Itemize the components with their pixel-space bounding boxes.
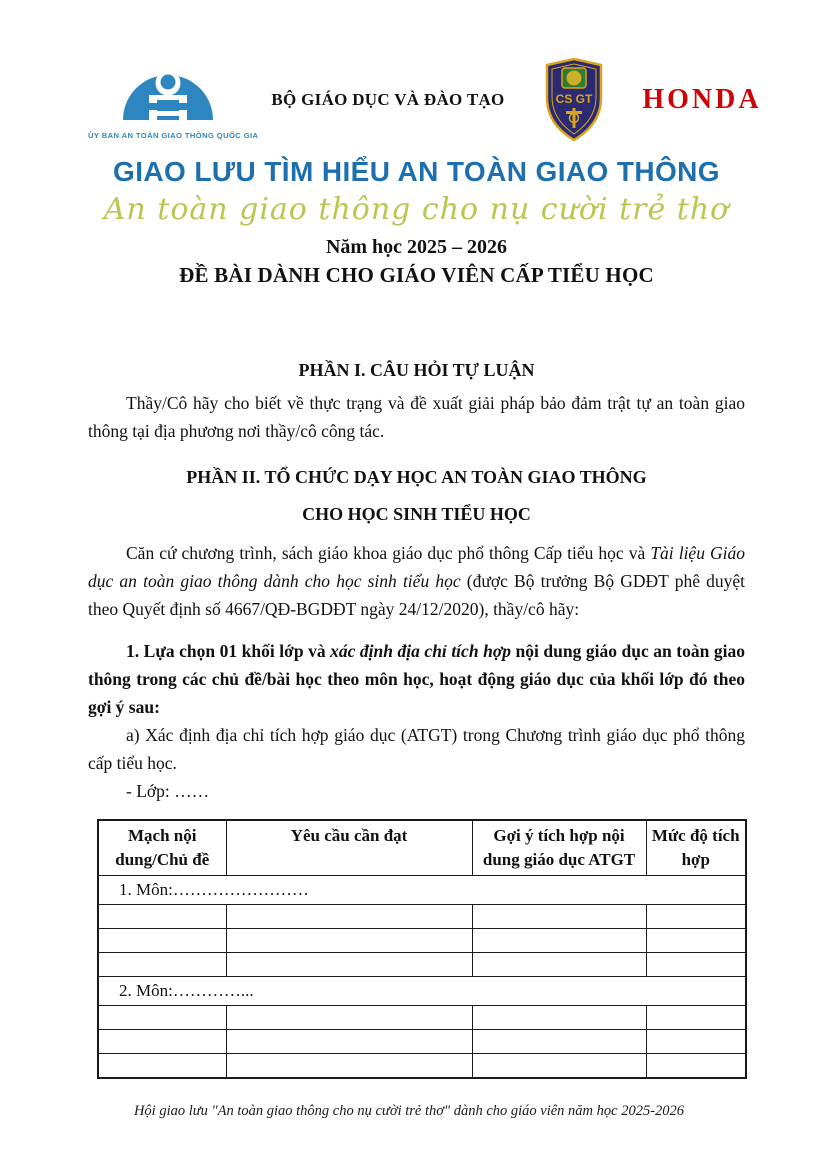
exam-subject-title: ĐỀ BÀI DÀNH CHO GIÁO VIÊN CẤP TIỂU HỌC [179, 263, 654, 287]
task1a-paragraph: a) Xác định địa chỉ tích hợp giáo dục (ATGT) trong Chương trình giáo dục phổ thông cấp tiểu học. [88, 725, 745, 773]
table-empty-row [98, 929, 746, 953]
part2-heading-line1: PHẦN II. TỔ CHỨC DẠY HỌC AN TOÀN GIAO THÔNG [186, 467, 647, 487]
task1-segment-italic: xác định địa chỉ tích hợp [330, 641, 511, 661]
integration-table [97, 819, 747, 1079]
table-empty-cell [98, 953, 226, 977]
table-empty-cell [646, 929, 746, 953]
table-empty-cell [646, 953, 746, 977]
part2-intro-paragraph [88, 539, 745, 623]
col-header-integration-level: Mức độ tích hợp [646, 820, 746, 876]
table-empty-cell [226, 929, 472, 953]
csgt-badge-icon [542, 56, 606, 149]
table-empty-row [98, 1030, 746, 1054]
table-empty-row [98, 905, 746, 929]
col-header-integration-suggestion: Gợi ý tích hợp nội dung giáo dục ATGT [472, 820, 646, 876]
document-body [0, 156, 818, 1079]
table-section-row [98, 977, 746, 1006]
intro-segment-3: (được Bộ trưởng Bộ GDĐT phê duyệt theo Quyết định số 4667/QĐ-BGDĐT ngày 24/12/2020), thầy/cô hãy: [88, 571, 745, 619]
event-title: GIAO LƯU TÌM HIỂU AN TOÀN GIAO THÔNG [113, 156, 720, 187]
col-header-requirements: Yêu cầu cần đạt [226, 820, 472, 876]
ministry-title: BỘ GIÁO DỤC VÀ ĐÀO TẠO [271, 90, 505, 109]
integration-table-body [98, 876, 746, 1079]
table-empty-row [98, 1054, 746, 1079]
col-header-content-strand: Mạch nội dung/Chủ đề [98, 820, 226, 876]
table-empty-cell [472, 1054, 646, 1079]
committee-logo-caption: ỦY BAN AN TOÀN GIAO THÔNG QUỐC GIA [88, 131, 259, 140]
table-empty-cell [98, 929, 226, 953]
page-footer: Hội giao lưu "An toàn giao thông cho nụ cười trẻ thơ" dành cho giáo viên năm học 2025-2026 [133, 1103, 685, 1119]
part1-question: Thầy/Cô hãy cho biết về thực trạng và đề xuất giải pháp bảo đảm trật tự an toàn giao thông tại địa phương nơi thầy/cô công tác. [88, 393, 745, 441]
table-empty-cell [472, 905, 646, 929]
event-slogan: An toàn giao thông cho nụ cười trẻ thơ [103, 192, 730, 227]
part1-heading: PHẦN I. CÂU HỎI TỰ LUẬN [298, 360, 535, 380]
table-empty-row [98, 1006, 746, 1030]
table-empty-cell [472, 929, 646, 953]
traffic-safety-committee-logo-block [88, 62, 259, 140]
table-empty-cell [472, 1030, 646, 1054]
table-empty-cell [98, 1054, 226, 1079]
svg-text:CS GT: CS GT [555, 92, 593, 106]
table-section-label: 1. Môn:…………………… [98, 876, 746, 905]
table-empty-cell [226, 905, 472, 929]
honda-logo: HONDA [642, 84, 762, 115]
table-empty-cell [472, 953, 646, 977]
document-header [0, 0, 818, 150]
task1-segment-1: 1. Lựa chọn 01 khối lớp và [126, 641, 331, 661]
table-empty-cell [226, 1006, 472, 1030]
grade-blank-line: - Lớp: …… [126, 781, 210, 801]
table-empty-cell [646, 1030, 746, 1054]
table-header-row [98, 820, 746, 876]
task1-segment-3: nội dung giáo dục an toàn giao thông trong các chủ đề/bài học theo môn học, hoạt động giáo dục của khối lớp đó theo gợi ý sau: [88, 641, 745, 717]
table-section-row [98, 876, 746, 905]
intro-segment-1: Căn cứ chương trình, sách giáo khoa giáo dục phổ thông Cấp tiểu học và [126, 543, 651, 563]
table-empty-cell [646, 1006, 746, 1030]
task1-paragraph [88, 637, 745, 721]
integration-table-head [98, 820, 746, 876]
school-year: Năm học 2025 – 2026 [325, 236, 508, 258]
table-section-label: 2. Môn:…………... [98, 977, 746, 1006]
table-empty-row [98, 953, 746, 977]
intro-segment-italic: Tài liệu Giáo dục an toàn giao thông dành cho học sinh tiểu học [88, 543, 745, 591]
table-empty-cell [226, 953, 472, 977]
table-empty-cell [646, 905, 746, 929]
part2-heading-line2: CHO HỌC SINH TIỂU HỌC [302, 504, 531, 524]
table-empty-cell [472, 1006, 646, 1030]
table-empty-cell [98, 1030, 226, 1054]
table-empty-cell [98, 1006, 226, 1030]
table-empty-cell [226, 1054, 472, 1079]
table-empty-cell [226, 1030, 472, 1054]
table-empty-cell [98, 905, 226, 929]
table-empty-cell [646, 1054, 746, 1079]
traffic-safety-committee-logo-icon [116, 111, 220, 128]
